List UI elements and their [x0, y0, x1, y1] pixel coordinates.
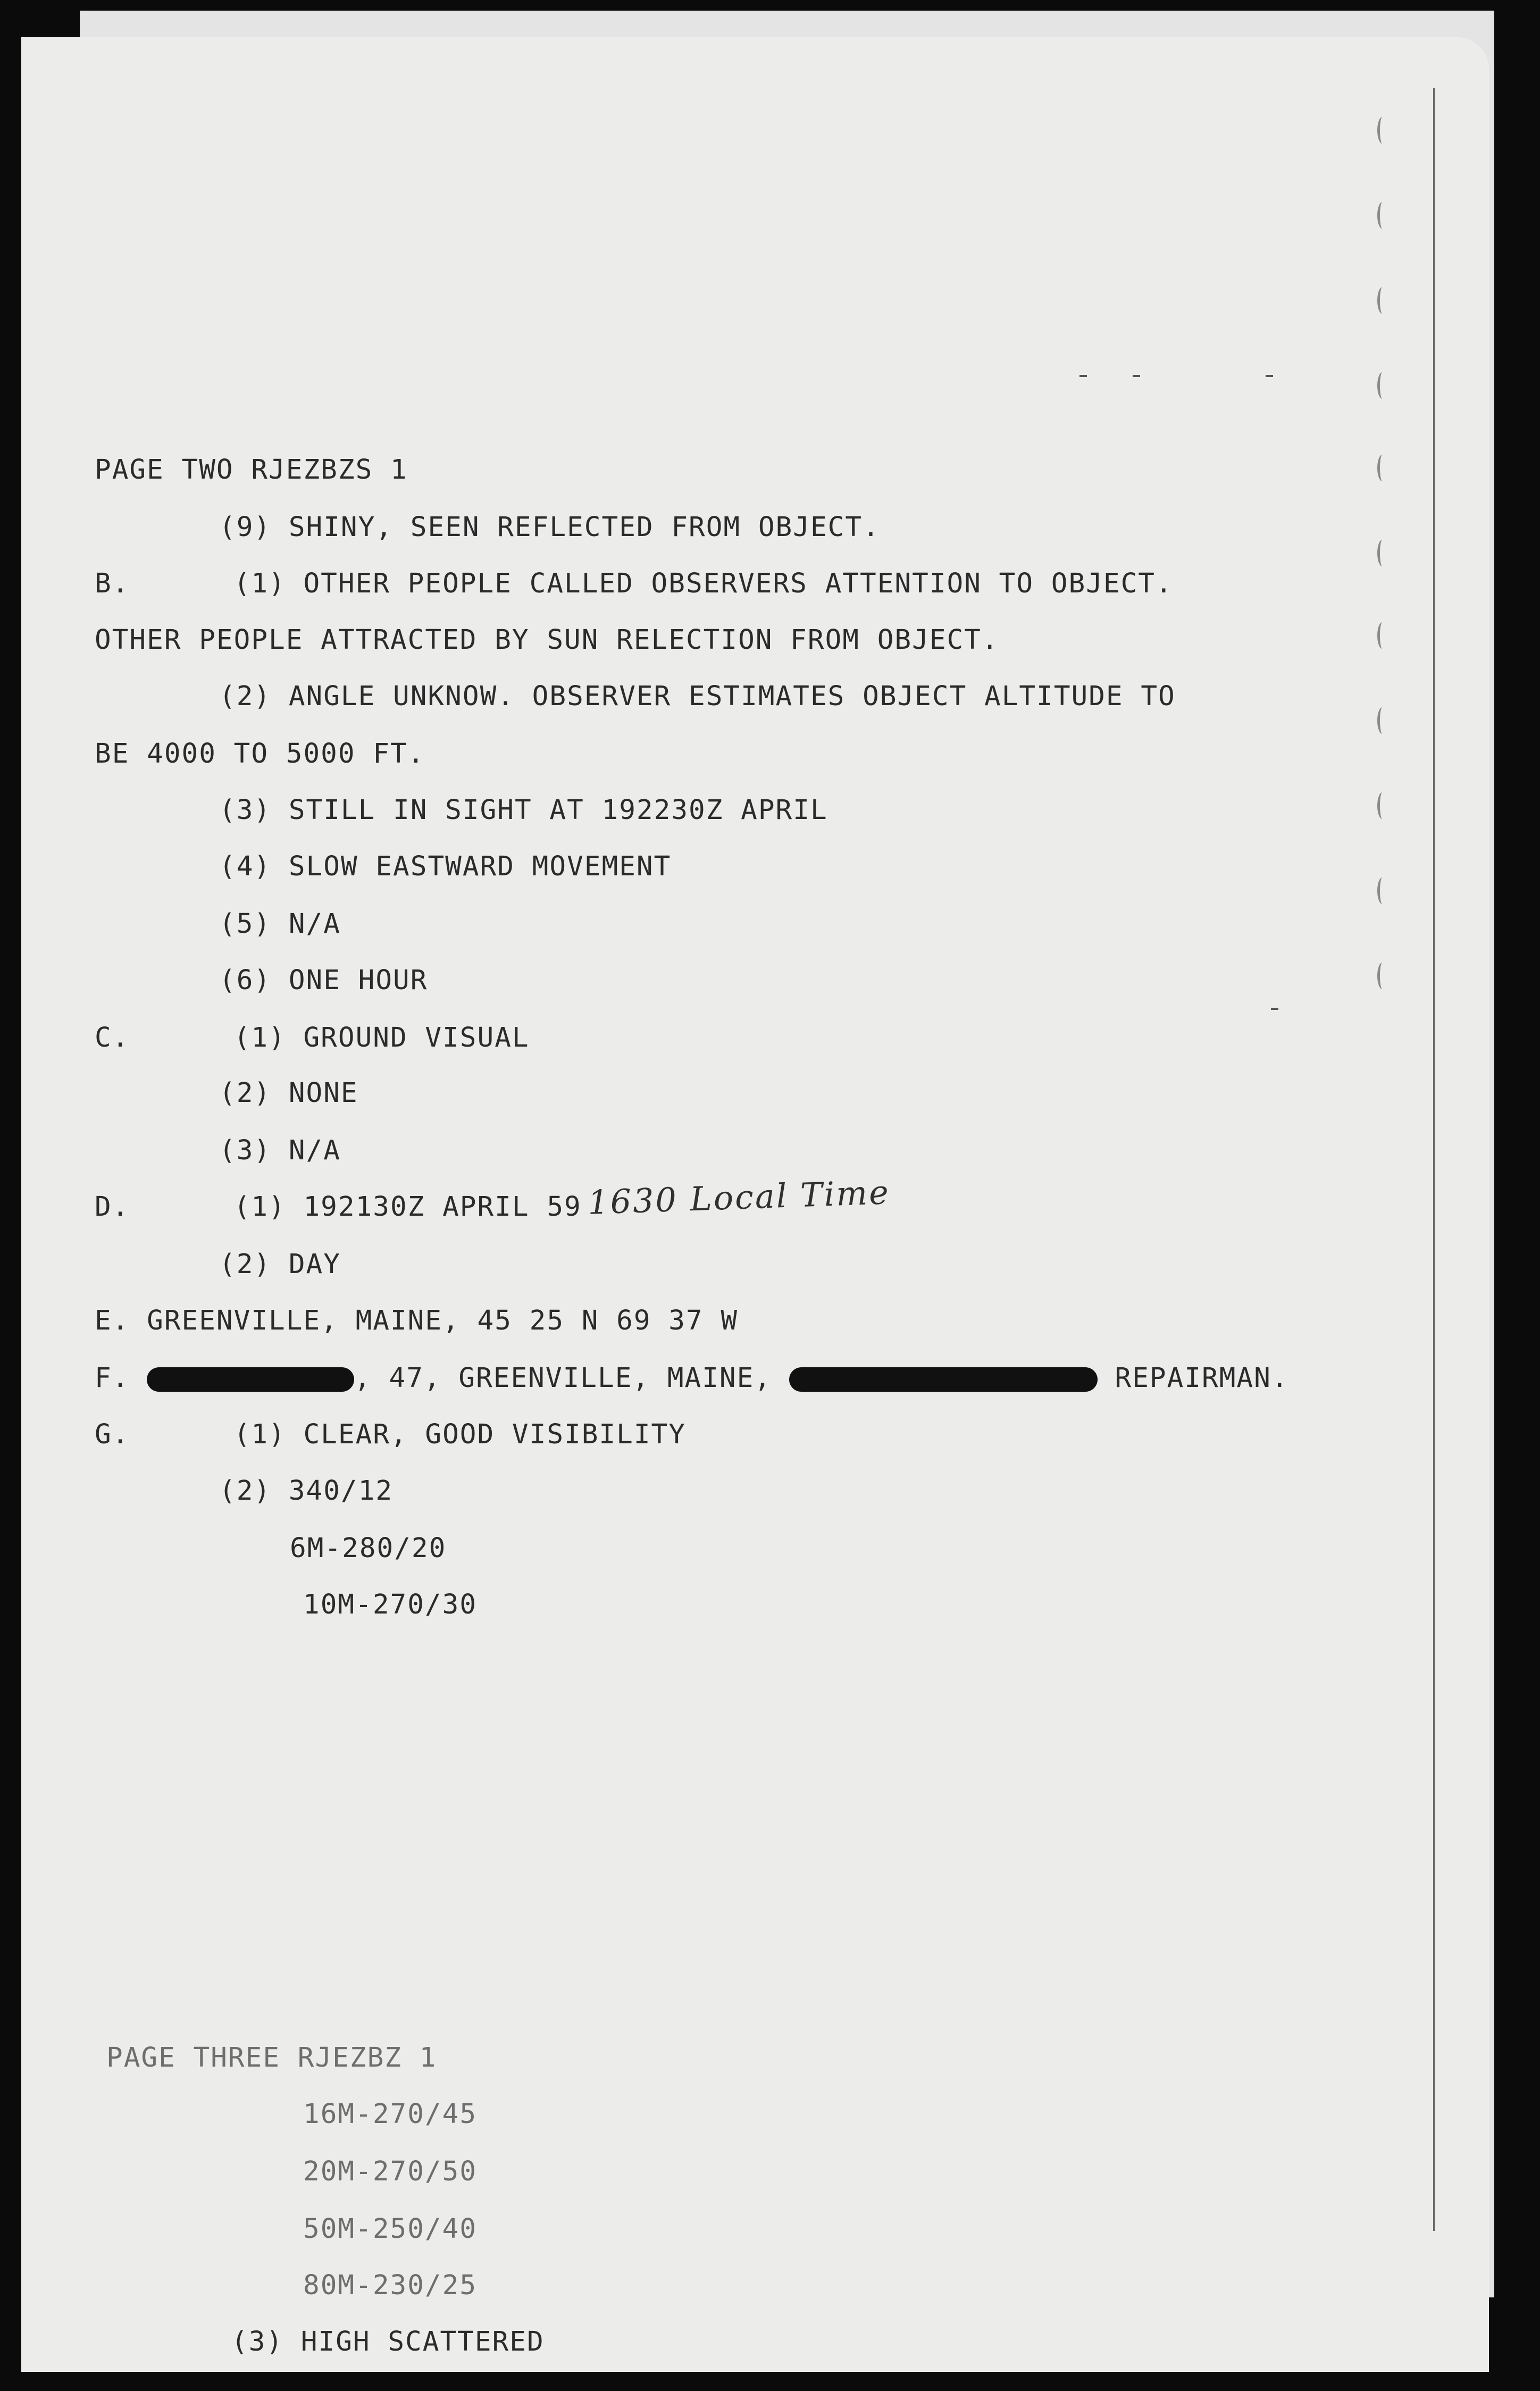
punch-mark [1377, 707, 1387, 734]
punch-mark [1377, 540, 1387, 566]
punch-mark [1377, 372, 1387, 399]
punch-mark [1377, 202, 1387, 229]
text-line: B. (1) OTHER PEOPLE CALLED OBSERVERS ATTENTION TO OBJECT. [95, 568, 1173, 599]
page-edge-line [1433, 88, 1435, 2231]
text-line: 20M-270/50 [303, 2156, 478, 2187]
redaction-bar [789, 1367, 1098, 1392]
text-line: (3) HIGH SCATTERED [231, 2326, 545, 2357]
text-line: OTHER PEOPLE ATTRACTED BY SUN RELECTION FROM OBJECT. [95, 624, 999, 656]
text-line: E. GREENVILLE, MAINE, 45 25 N 69 37 W [95, 1305, 739, 1336]
punch-mark [1377, 792, 1387, 819]
text-line: (6) ONE HOUR [219, 965, 428, 996]
text-line: (2) 340/12 [219, 1475, 394, 1507]
punch-mark [1377, 117, 1387, 144]
text-line: 50M-250/40 [303, 2213, 478, 2245]
scan-speck [1271, 1008, 1278, 1010]
punch-mark [1377, 455, 1387, 481]
text-line-f [95, 1362, 1289, 1394]
punch-mark [1377, 287, 1387, 314]
line-f-prefix: F. [95, 1362, 130, 1394]
punch-mark [1377, 963, 1387, 989]
page-two-header: PAGE TWO RJEZBZS 1 [95, 454, 408, 486]
text-line: G. (1) CLEAR, GOOD VISIBILITY [95, 1419, 686, 1450]
punch-mark [1377, 877, 1387, 904]
line-f-middle: , 47, GREENVILLE, MAINE, [354, 1362, 772, 1394]
text-line: 10M-270/30 [303, 1589, 478, 1620]
page-three-header: PAGE THREE RJEZBZ 1 [106, 2042, 437, 2074]
text-line: (2) ANGLE UNKNOW. OBSERVER ESTIMATES OBJECT ALTITUDE TO [219, 681, 1176, 712]
handwritten-note: 1630 Local Time [587, 1173, 891, 1222]
scan-speck [1266, 375, 1273, 377]
line-f-suffix: REPAIRMAN. [1115, 1362, 1289, 1394]
text-line: (9) SHINY, SEEN REFLECTED FROM OBJECT. [219, 512, 880, 543]
text-line: (2) DAY [219, 1249, 341, 1280]
text-line: (5) N/A [219, 908, 341, 940]
redaction-bar [147, 1367, 354, 1392]
scan-speck [1079, 375, 1087, 377]
text-line: 16M-270/45 [303, 2099, 478, 2130]
scan-speck [1133, 375, 1140, 377]
text-line: (4) SLOW EASTWARD MOVEMENT [219, 851, 672, 882]
text-line: (3) N/A [219, 1135, 341, 1166]
text-line: 80M-230/25 [303, 2270, 478, 2301]
text-line: (3) STILL IN SIGHT AT 192230Z APRIL [219, 795, 828, 826]
text-line: 6M-280/20 [290, 1533, 447, 1564]
text-line: (2) NONE [219, 1077, 358, 1109]
text-line: C. (1) GROUND VISUAL [95, 1022, 530, 1054]
text-line: D. (1) 192130Z APRIL 59 [95, 1191, 582, 1223]
punch-mark [1377, 622, 1387, 649]
text-line: BE 4000 TO 5000 FT. [95, 738, 425, 770]
